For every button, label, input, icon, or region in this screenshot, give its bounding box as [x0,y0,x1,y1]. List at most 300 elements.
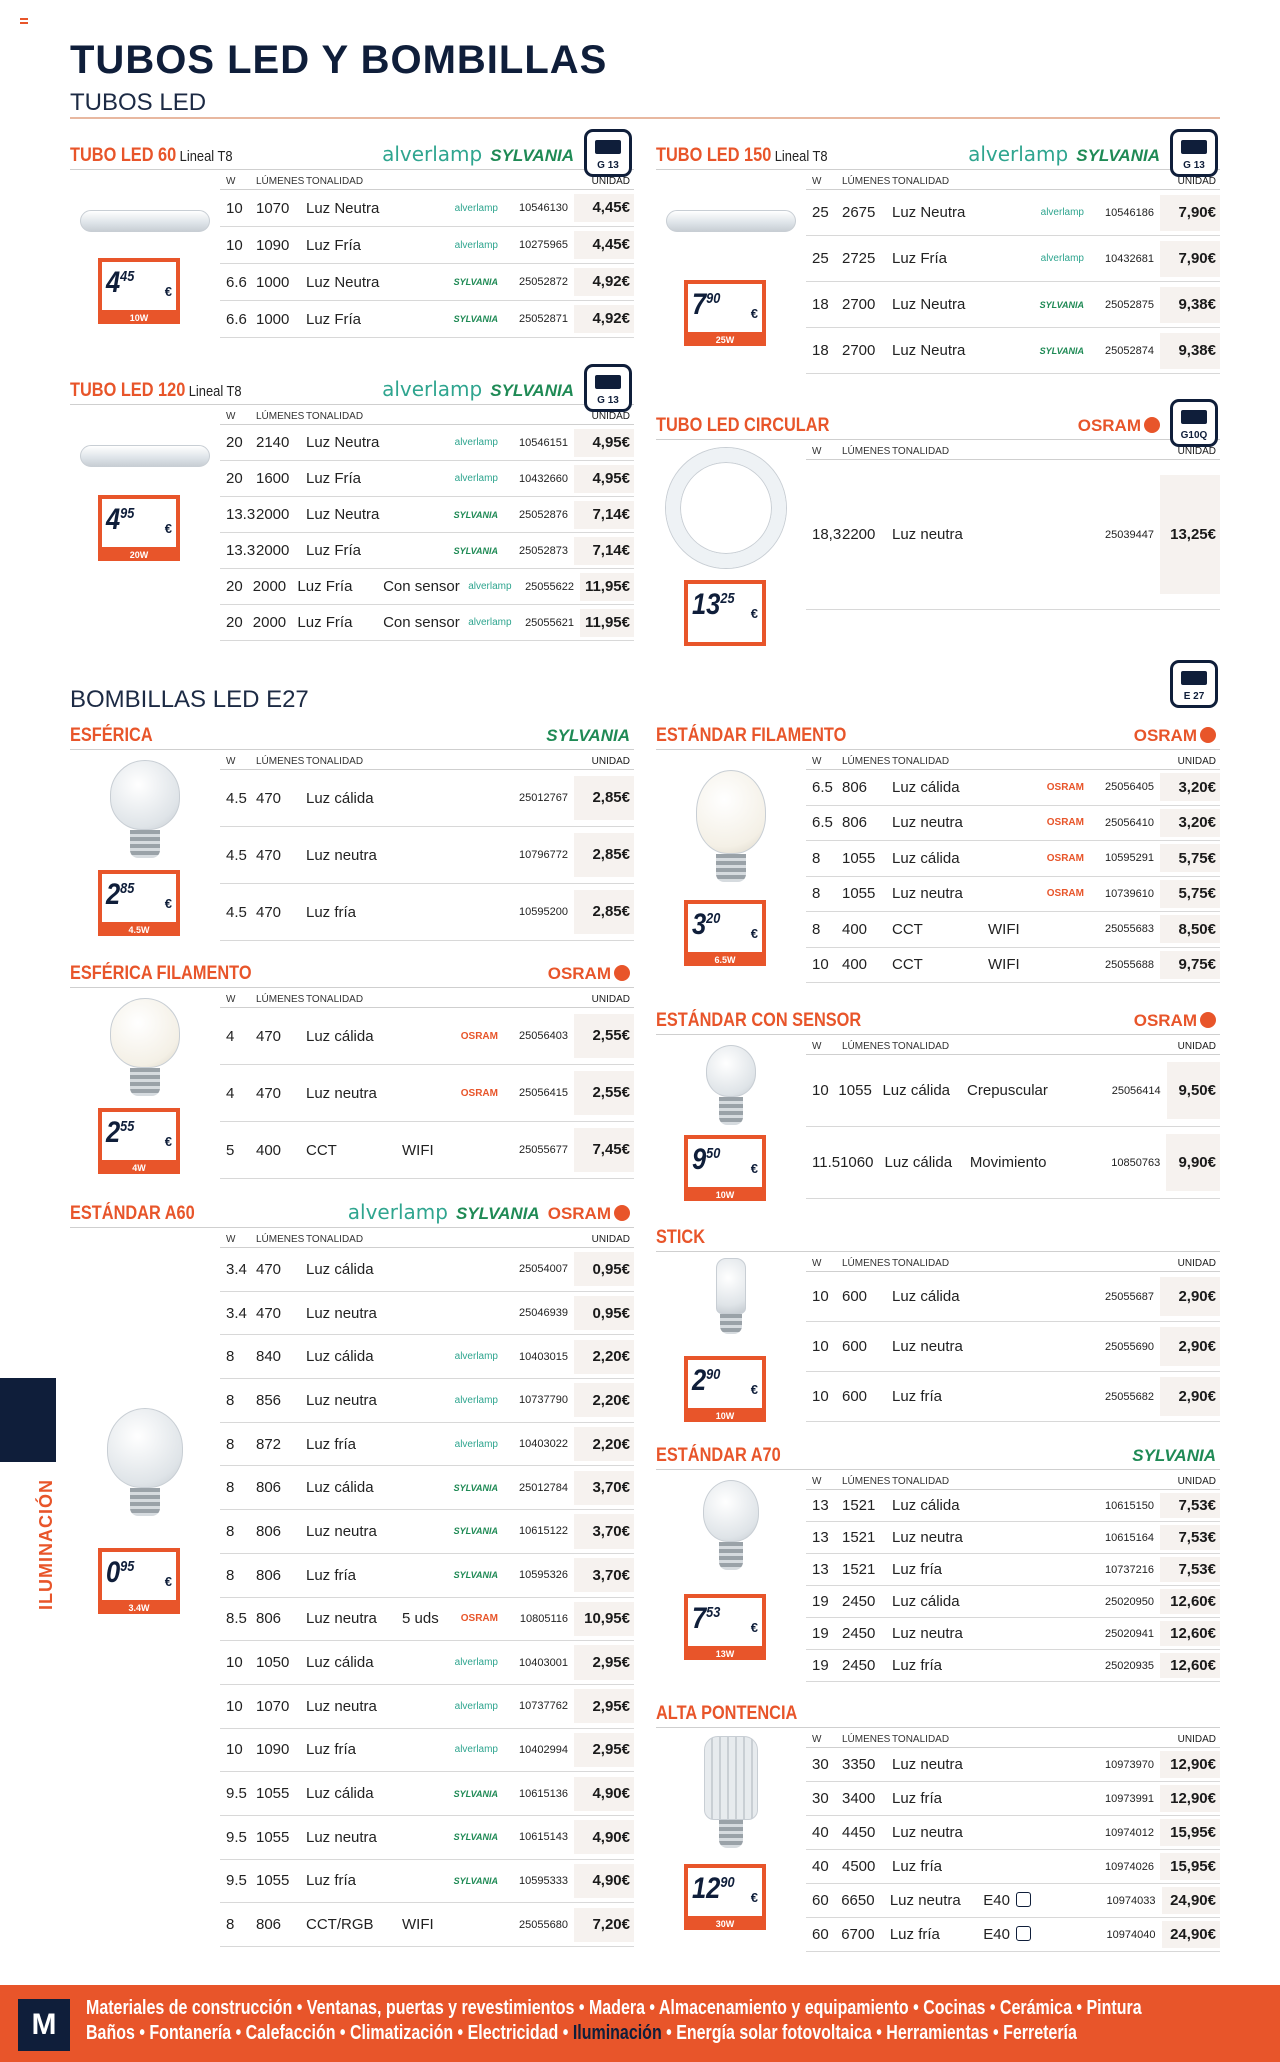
cell-brand: alverlamp [454,239,498,251]
cell-tone: Luz fría [306,1872,357,1890]
cell-lumens: 2700 [842,342,876,359]
cell-tone: Luz neutra [892,885,963,903]
cell-lumens: 2675 [842,204,876,221]
title-rule [70,117,1220,119]
cell-price: 9,38€ [1160,333,1220,369]
table-row [220,190,634,227]
footer-categories-line2: Baños • Fontanería • Calefacción • Climatización • Electricidad • Iluminación • Energía solar fotovoltaica • Herramientas • Ferretería [86,2022,1077,2044]
cell-brand: OSRAM [460,1030,498,1042]
product-table [806,1470,1220,1682]
cell-brand: alverlamp [454,1351,498,1363]
header-lumens: LÚMENES [256,1234,305,1245]
cell-extra: E40 [983,1892,1031,1909]
cell-watts: 9.5 [226,1785,247,1803]
table-row [220,1860,634,1904]
g13-cap-icon: G 13 [1170,129,1218,177]
cell-brand: alverlamp [454,1744,498,1756]
cell-tone: Luz neutra [889,1892,961,1909]
header-tone: TONALIDAD [306,411,364,422]
section-tubo-led-150 [656,140,1220,385]
cell-brand: SYLVANIA [453,509,498,520]
cell-watts: 30 [812,1790,829,1807]
cell-price: 8,50€ [1160,915,1220,943]
header-unit: UNIDAD [1177,1476,1216,1487]
cell-brand: alverlamp [454,202,498,214]
cell-extra: E40 [983,1926,1031,1943]
price-badge: $13^{25}$ € [684,580,766,646]
section-estandar-a60 [70,1198,634,1958]
table-row [220,1729,634,1773]
table-row [806,841,1220,877]
cell-reference: 10973970 [1105,1758,1154,1771]
bulb-image [666,1045,796,1125]
header-tone: TONALIDAD [892,1476,950,1487]
cell-tone: Luz neutra [306,1610,377,1628]
section-title: ESFÉRICA [70,725,153,746]
table-header [220,988,634,1008]
cell-tone: Luz fría [892,1790,943,1807]
table-row [806,912,1220,948]
cell-price: 7,53€ [1160,1493,1220,1518]
cell-lumens: 2200 [842,526,876,543]
cell-reference: 25055622 [525,580,575,593]
section-esferica [70,720,634,940]
table-row [220,1466,634,1510]
cell-brand: SYLVANIA [453,1832,498,1843]
cell-watts: 13 [812,1497,829,1514]
cell-tone: Luz fría [892,1858,943,1875]
cell-watts: 25 [812,204,829,221]
cell-watts: 5 [226,1141,235,1159]
product-table [806,440,1220,610]
section-title: TUBO LED 150 Lineal T8 [656,145,828,166]
alverlamp-logo: alverlamp [382,142,483,166]
cell-watts: 18 [812,296,829,313]
table-row [220,1903,634,1947]
cell-tone: Luz cálida [306,789,374,807]
cell-watts: 20 [226,614,243,631]
cell-watts: 8 [226,1435,235,1453]
header-unit: UNIDAD [591,1234,630,1245]
cell-reference: 10737216 [1105,1563,1154,1576]
section-title: ESTÁNDAR A60 [70,1203,195,1224]
price-badge: $4^{45}$ € 10W [98,258,180,324]
cell-watts: 20 [226,578,243,595]
cell-lumens: 2000 [256,506,290,523]
cell-tone: Luz cálida [882,1082,951,1099]
table-row [220,1065,634,1122]
product-table [806,1035,1220,1199]
cell-lumens: 2450 [842,1657,876,1674]
cell-price: 2,20€ [574,1340,634,1374]
cell-lumens: 856 [256,1391,282,1409]
cell-reference: 10737790 [519,1394,568,1407]
section-header [656,1222,1220,1252]
cell-lumens: 2725 [842,250,876,267]
cell-lumens: 2140 [256,434,290,451]
cell-reference: 10595200 [519,906,568,918]
table-row [806,1322,1220,1372]
cell-price: 3,70€ [574,1514,634,1548]
osram-dot-icon [1200,727,1216,743]
header-tone: TONALIDAD [892,176,950,187]
cell-brand: SYLVANIA [453,1875,498,1886]
header-unit: UNIDAD [1177,176,1216,187]
cell-reference: 10403022 [519,1438,568,1451]
e40-cap-icon [1016,1892,1031,1907]
header-tone: TONALIDAD [892,1734,950,1745]
cell-brand: SYLVANIA [453,277,498,287]
cell-reference: 10974026 [1105,1860,1154,1873]
cell-tone: Luz fría [306,1435,357,1453]
cell-reference: 25052873 [519,544,568,557]
cell-watts: 40 [812,1824,829,1841]
header-lumens: LÚMENES [842,1041,891,1052]
cell-lumens: 1055 [842,885,876,903]
table-row [220,884,634,941]
table-row [806,1816,1220,1850]
cell-tone: Luz neutra [306,1391,377,1409]
cell-reference: 10974012 [1105,1826,1154,1839]
header-tone: TONALIDAD [892,1258,950,1269]
header-tone: TONALIDAD [306,756,364,767]
cell-lumens: 3350 [842,1756,876,1773]
cell-brand: SYLVANIA [453,1788,498,1799]
cell-reference: 25056414 [1111,1084,1161,1097]
table-row [220,827,634,884]
cell-lumens: 400 [842,956,868,974]
cell-lumens: 470 [256,789,282,807]
table-row [806,190,1220,236]
header-unit: UNIDAD [591,994,630,1005]
cell-watts: 10 [226,199,243,217]
header-unit: UNIDAD [591,176,630,187]
cell-lumens: 1090 [256,1741,290,1759]
product-table [220,750,634,941]
cell-lumens: 806 [842,778,868,796]
cell-price: 2,85€ [574,833,634,878]
cell-lumens: 470 [256,1304,282,1322]
table-row [806,1918,1220,1952]
header-lumens: LÚMENES [842,446,891,457]
cell-watts: 25 [812,250,829,267]
cell-tone: Luz neutra [306,1828,377,1846]
led-tube-image [80,445,210,467]
section-header [656,1698,1220,1728]
header-w: W [226,994,236,1005]
cell-lumens: 400 [842,920,868,938]
cell-tone: Luz neutra [306,1697,377,1715]
brand-logos [1134,726,1216,746]
cell-price: 2,20€ [574,1383,634,1417]
table-row [806,282,1220,328]
alverlamp-logo: alverlamp [347,1200,448,1224]
cell-price: 9,50€ [1167,1062,1220,1119]
cell-brand: OSRAM [1046,781,1084,793]
section-estandar-con-sensor [656,1005,1220,1205]
cell-brand: SYLVANIA [453,1482,498,1493]
brand-logos [382,142,574,166]
cell-brand: alverlamp [1040,253,1084,264]
cell-extra: WIFI [402,1141,434,1159]
cell-reference: 10595291 [1105,852,1154,865]
cell-watts: 30 [812,1756,829,1773]
section-title: ALTA PONTENCIA [656,1703,798,1724]
bulb-image [80,1408,210,1516]
cell-tone: Luz Neutra [306,506,380,523]
cell-tone: Luz Fría [306,542,362,559]
price-badge: $4^{95}$ € 20W [98,495,180,561]
table-row [220,227,634,264]
cell-price: 7,90€ [1160,241,1220,277]
led-tube-image [666,210,796,232]
header-lumens: LÚMENES [842,756,891,767]
cell-reference: 25046939 [519,1307,568,1320]
header-unit: UNIDAD [591,756,630,767]
product-table [220,1228,634,1947]
cell-brand: SYLVANIA [453,545,498,556]
table-row [220,497,634,533]
cell-lumens: 470 [256,846,282,864]
cell-watts: 8 [226,1916,235,1934]
cell-price: 4,95€ [574,465,634,493]
cell-watts: 8 [226,1522,235,1540]
cell-lumens: 1050 [256,1654,290,1672]
cell-reference: 10275965 [519,239,568,251]
product-table [220,170,634,338]
table-row [220,1816,634,1860]
header-lumens: LÚMENES [256,411,305,422]
cell-lumens: 1521 [842,1529,876,1546]
cell-lumens: 2000 [256,542,290,559]
cell-tone: Luz cálida [892,1288,960,1305]
cell-watts: 10 [812,956,829,974]
cell-lumens: 600 [842,1338,868,1355]
section-header [70,1198,634,1228]
cell-tone: Luz fría [306,1566,357,1584]
cell-tone: Luz Fría [297,614,353,631]
section-header [656,140,1220,170]
cell-tone: Luz cálida [306,1785,374,1803]
cell-lumens: 2450 [842,1593,876,1610]
section-title: TUBO LED CIRCULAR [656,415,830,436]
cell-watts: 10 [226,236,243,254]
cell-watts: 10 [812,1338,829,1355]
cell-price: 9,38€ [1160,287,1220,323]
cell-tone: Luz cálida [892,849,960,867]
cell-price: 2,95€ [574,1733,634,1767]
cell-price: 0,95€ [574,1296,634,1330]
cell-reference: 25054007 [519,1263,568,1276]
cell-price: 2,90€ [1160,1327,1220,1366]
cell-tone: CCT [306,1141,337,1159]
osram-logo: OSRAM [1134,726,1216,746]
table-header [806,440,1220,460]
cell-watts: 4.5 [226,903,247,921]
header-lumens: LÚMENES [842,1734,891,1745]
table-header [806,1728,1220,1748]
cell-extra: Con sensor [383,578,460,595]
cell-brand: alverlamp [454,473,498,484]
cell-lumens: 1060 [840,1154,874,1171]
cell-price: 2,90€ [1160,1377,1220,1416]
product-table [806,1252,1220,1422]
table-row [220,1641,634,1685]
product-table [806,750,1220,983]
cell-watts: 9.5 [226,1872,247,1890]
cell-reference: 10796772 [519,849,568,861]
cell-lumens: 1521 [842,1497,876,1514]
footer-categories-line1: Materiales de construcción • Ventanas, puertas y revestimientos • Madera • Almacenamiento y equipamiento • Cocinas • Cerámica • Pintura [86,1997,1142,2019]
section-header [656,1005,1220,1035]
cell-watts: 3.4 [226,1304,247,1322]
cell-tone: Luz Fría [306,310,362,328]
brand-logo: M [18,1999,70,2051]
section-header [70,958,634,988]
cell-lumens: 1070 [256,199,290,217]
bulb-image [666,1480,796,1570]
header-tone: TONALIDAD [892,1041,950,1052]
cell-reference: 10737762 [519,1700,568,1713]
cell-lumens: 840 [256,1348,282,1366]
cell-tone: Luz Fría [306,470,362,487]
header-w: W [812,176,822,187]
cell-reference: 25052875 [1105,298,1154,311]
header-w: W [226,411,236,422]
cell-extra: WIFI [988,956,1020,974]
cell-brand: alverlamp [468,617,512,628]
cell-watts: 10 [226,1697,243,1715]
cell-reference: 25056410 [1105,816,1154,829]
cell-tone: Luz neutra [306,1084,377,1102]
price-badge: $3^{20}$ € 6.5W [684,900,766,966]
footer-bar [0,1985,1280,2062]
table-header [806,170,1220,190]
cell-extra: WIFI [402,1916,434,1934]
cell-tone: Luz neutra [892,1756,963,1773]
cell-watts: 60 [812,1926,829,1943]
cell-price: 2,85€ [574,776,634,821]
cell-lumens: 806 [256,1916,282,1934]
top-mark [20,18,28,24]
table-header [220,1228,634,1248]
table-row [220,770,634,827]
cell-reference: 25052872 [519,276,568,288]
cell-reference: 25055690 [1105,1340,1154,1353]
cell-watts: 6.6 [226,273,247,291]
cell-reference: 10403001 [519,1656,568,1669]
led-tube-image [80,210,210,232]
table-header [806,1252,1220,1272]
cell-reference: 25056405 [1105,781,1154,794]
cell-brand: OSRAM [1046,817,1084,829]
price-badge: $0^{95}$ € 3.4W [98,1548,180,1614]
cell-brand: alverlamp [454,1657,498,1669]
cell-lumens: 470 [256,1260,282,1278]
cell-lumens: 4450 [842,1824,876,1841]
cell-watts: 8.5 [226,1610,247,1628]
header-lumens: LÚMENES [256,756,305,767]
cell-tone: Luz Fría [306,236,362,254]
cell-watts: 13 [812,1561,829,1578]
header-unit: UNIDAD [1177,1041,1216,1052]
cell-price: 12,60€ [1160,1653,1220,1678]
cell-tone: Luz Fría [297,578,353,595]
osram-logo: OSRAM [1078,416,1160,436]
header-w: W [812,756,822,767]
cell-reference: 25055683 [1105,923,1154,936]
cell-lumens: 1055 [838,1082,872,1099]
table-row [806,1850,1220,1884]
price-badge: $2^{55}$ € 4W [98,1108,180,1174]
header-unit: UNIDAD [1177,1258,1216,1269]
cell-watts: 8 [812,849,821,867]
brand-logos [382,377,574,401]
cell-watts: 8 [226,1479,235,1497]
osram-dot-icon [614,1205,630,1221]
cell-price: 4,92€ [574,268,634,297]
cell-lumens: 1055 [842,849,876,867]
cell-watts: 18,3 [812,526,842,543]
header-w: W [812,1258,822,1269]
cell-reference: 25056403 [519,1030,568,1042]
cell-tone: Luz neutra [306,1304,377,1322]
cell-tone: Luz neutra [892,1338,963,1355]
cell-reference: 10850763 [1111,1156,1161,1169]
cell-tone: Luz cálida [306,1260,374,1278]
section-estandar-a70 [656,1440,1220,1690]
cell-price: 7,53€ [1160,1525,1220,1550]
table-row [806,1884,1220,1918]
cell-lumens: 1070 [256,1697,290,1715]
section-tubo-led-circular [656,410,1220,650]
cell-lumens: 806 [256,1566,282,1584]
cell-price: 7,90€ [1160,195,1220,231]
cell-tone: CCT/RGB [306,1916,374,1934]
section-title: ESTÁNDAR CON SENSOR [656,1010,862,1031]
cell-lumens: 1000 [256,310,290,328]
cell-tone: Luz cálida [306,1479,374,1497]
table-row [806,460,1220,610]
cell-lumens: 1600 [256,470,290,487]
cell-extra: Con sensor [383,614,460,631]
header-unit: UNIDAD [591,411,630,422]
cell-lumens: 1055 [256,1828,290,1846]
cell-watts: 13.3 [226,506,256,523]
header-w: W [812,1041,822,1052]
cell-price: 2,20€ [574,1427,634,1461]
cell-watts: 19 [812,1593,829,1610]
cell-watts: 10 [226,1741,243,1759]
cell-reference: 10615150 [1105,1499,1154,1512]
cell-price: 2,55€ [574,1071,634,1116]
osram-logo: OSRAM [1134,1011,1216,1031]
cell-watts: 4.5 [226,789,247,807]
cell-lumens: 806 [256,1522,282,1540]
cell-extra: Movimiento [969,1154,1047,1171]
cell-tone: Luz cálida [306,1348,374,1366]
page-title: TUBOS LED Y BOMBILLAS [70,38,608,82]
cell-reference: 10973991 [1105,1792,1154,1805]
g13-cap-icon: G 13 [584,364,632,412]
cell-watts: 8 [226,1348,235,1366]
cell-tone: Luz cálida [306,1654,374,1672]
header-tone: TONALIDAD [892,446,950,457]
table-row [806,1748,1220,1782]
table-row [220,425,634,461]
table-row [806,948,1220,984]
osram-dot-icon [1144,417,1160,433]
